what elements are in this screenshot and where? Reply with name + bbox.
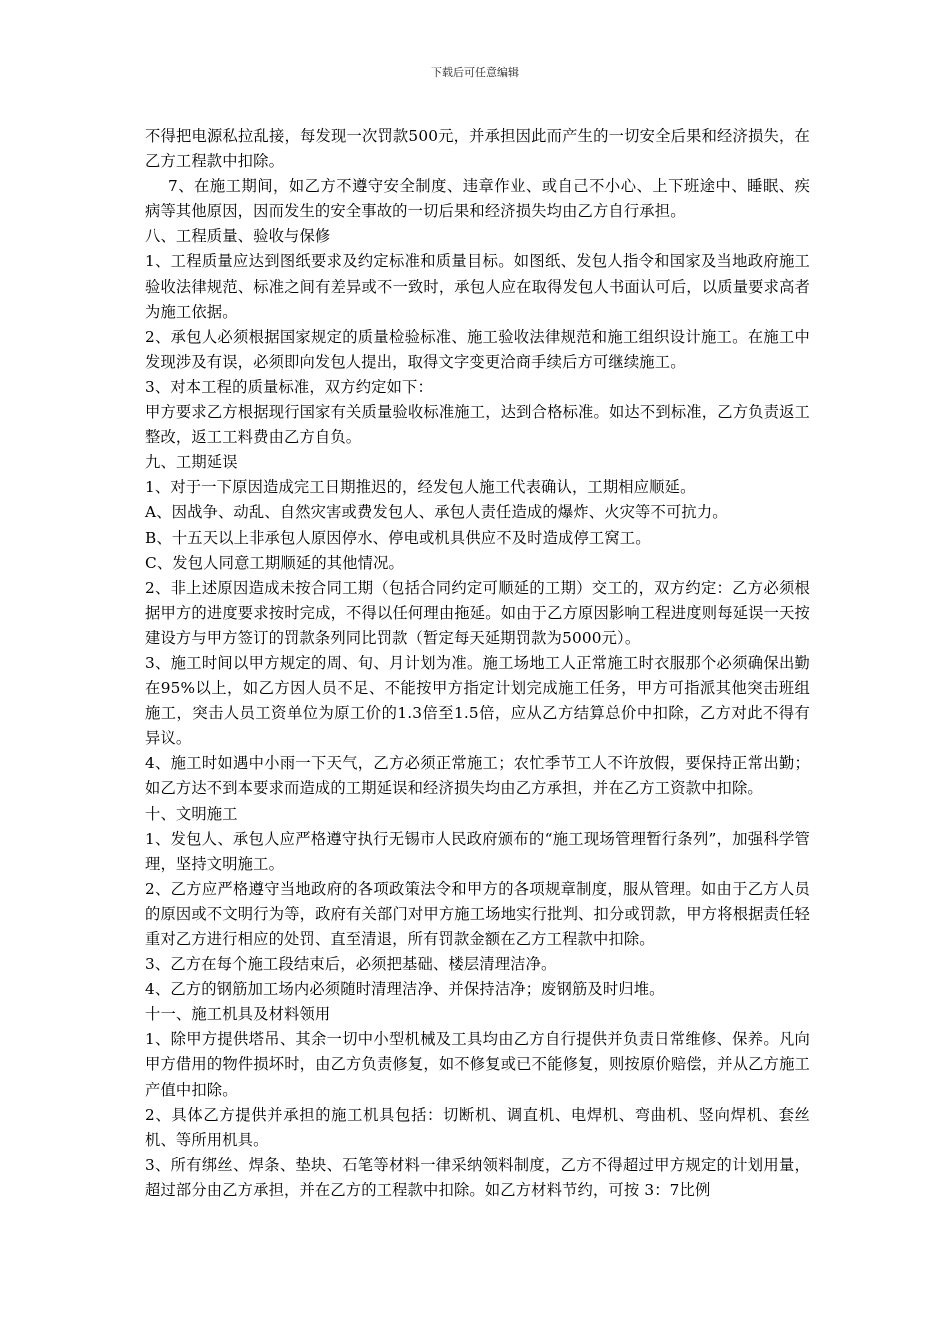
document-body	[145, 124, 810, 1203]
paragraph: 不得把电源私拉乱接，每发现一次罚款500元，并承担因此而产生的一切安全后果和经济损失，在乙方工程款中扣除。	[145, 127, 810, 171]
section-heading: 九、工期延误	[145, 453, 238, 472]
paragraph: 甲方要求乙方根据现行国家有关质量验收标准施工，达到合格标准。如达不到标准，乙方负责返工整改，返工工料费由乙方自负。	[145, 403, 810, 447]
paragraph: 3、施工时间以甲方规定的周、旬、月计划为准。施工场地工人正常施工时衣服那个必须确保出勤在95%以上，如乙方因人员不足、不能按甲方指定计划完成施工任务，甲方可指派其他突击班组施工，突击人员工资单位为原工价的1.3倍至1.5倍，应从乙方结算总价中扣除，乙方对此不得有异议。	[145, 653, 810, 748]
paragraph: 3、乙方在每个施工段结束后，必须把基础、楼层清理洁净。	[145, 955, 557, 974]
paragraph: 2、承包人必须根据国家规定的质量检验标准、施工验收法律规范和施工组织设计施工。在施工中发现涉及有误，必须即向发包人提出，取得文字变更洽商手续后方可继续施工。	[145, 327, 810, 371]
page-header: 下载后可任意编辑	[431, 66, 519, 79]
paragraph: B、十五天以上非承包人原因停水、停电或机具供应不及时造成停工窝工。	[145, 528, 651, 547]
paragraph: C、发包人同意工期顺延的其他情况。	[145, 553, 405, 572]
paragraph: 7、在施工期间，如乙方不遵守安全制度、违章作业、或自己不小心、上下班途中、睡眠、疾病等其他原因，因而发生的安全事故的一切后果和经济损失均由乙方自行承担。	[145, 177, 810, 221]
paragraph: 2、具体乙方提供并承担的施工机具包括：切断机、调直机、电焊机、弯曲机、竖向焊机、套丝机、等所用机具。	[145, 1105, 810, 1149]
section-heading: 八、工程质量、验收与保修	[145, 227, 331, 246]
paragraph: 2、非上述原因造成未按合同工期（包括合同约定可顺延的工期）交工的，双方约定：乙方必须根据甲方的进度要求按时完成，不得以任何理由拖延。如由于乙方原因影响工程进度则每延误一天按建设方与甲方签订的罚款条列同比罚款（暂定每天延期罚款为5000元）。	[145, 578, 810, 647]
section-heading: 十、文明施工	[145, 804, 238, 823]
paragraph: 1、发包人、承包人应严格遵守执行无锡市人民政府颁布的“施工现场管理暂行条列”，加强科学管理，坚持文明施工。	[145, 829, 810, 873]
paragraph: 1、除甲方提供塔吊、其余一切中小型机械及工具均由乙方自行提供并负责日常维修、保养。凡向甲方借用的物件损坏时，由乙方负责修复，如不修复或已不能修复，则按原价赔偿，并从乙方施工产值中扣除。	[145, 1030, 810, 1099]
paragraph: 3、所有绑丝、焊条、垫块、石笔等材料一律采纳领料制度，乙方不得超过甲方规定的计划用量，超过部分由乙方承担，并在乙方的工程款中扣除。如乙方材料节约，可按 3：7比例	[145, 1155, 810, 1199]
paragraph: A、因战争、动乱、自然灾害或费发包人、承包人责任造成的爆炸、火灾等不可抗力。	[145, 503, 728, 522]
section-heading: 十一、施工机具及材料领用	[145, 1005, 331, 1024]
paragraph: 4、施工时如遇中小雨一下天气，乙方必须正常施工；农忙季节工人不许放假，要保持正常出勤；如乙方达不到本要求而造成的工期延误和经济损失均由乙方承担，并在乙方工资款中扣除。	[145, 754, 810, 798]
paragraph: 3、对本工程的质量标准，双方约定如下：	[145, 377, 433, 396]
paragraph: 4、乙方的钢筋加工场内必须随时清理洁净、并保持洁净；废钢筋及时归堆。	[145, 980, 665, 999]
paragraph: 1、工程质量应达到图纸要求及约定标准和质量目标。如图纸、发包人指令和国家及当地政府施工验收法律规范、标准之间有差异或不一致时，承包人应在取得发包人书面认可后，以质量要求高者为施工依据。	[145, 252, 810, 321]
paragraph: 2、乙方应严格遵守当地政府的各项政策法令和甲方的各项规章制度，服从管理。如由于乙方人员的原因或不文明行为等，政府有关部门对甲方施工场地实行批判、扣分或罚款，甲方将根据责任轻重对乙方进行相应的处罚、直至清退，所有罚款金额在乙方工程款中扣除。	[145, 879, 810, 948]
paragraph: 1、对于一下原因造成完工日期推迟的，经发包人施工代表确认，工期相应顺延。	[145, 478, 696, 497]
